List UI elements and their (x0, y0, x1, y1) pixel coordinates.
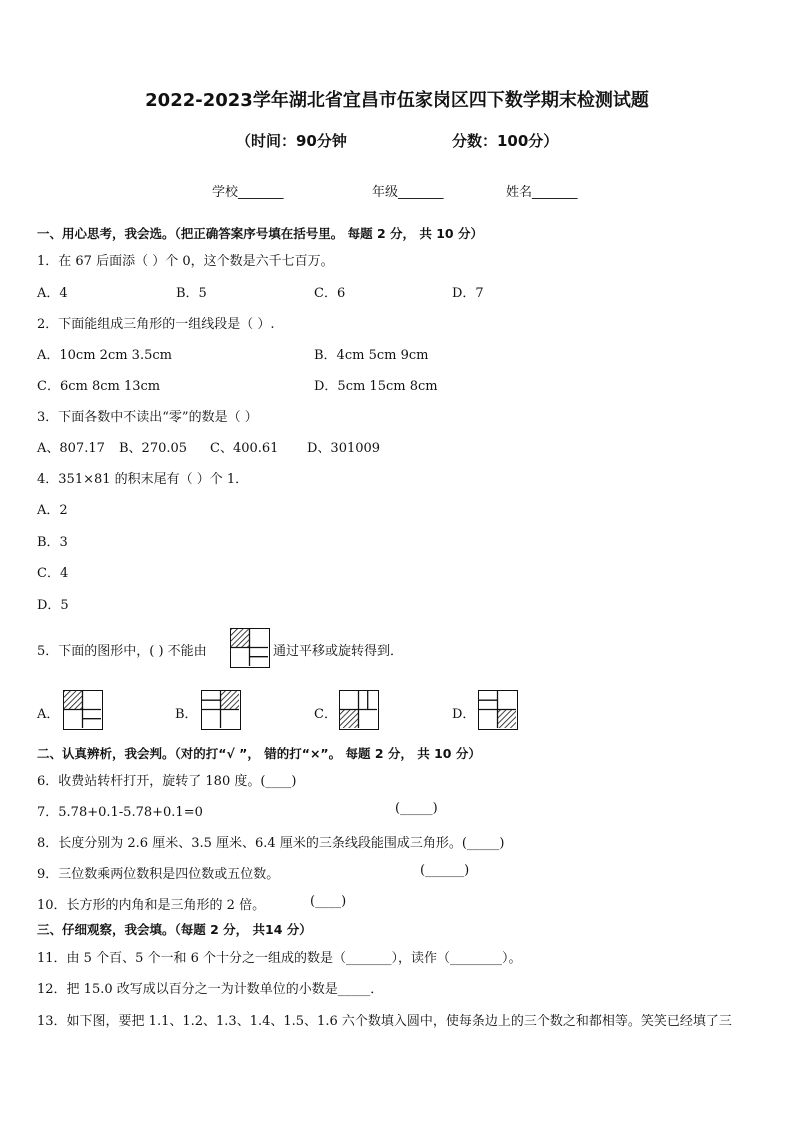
q2-option-a: A．10cm 2cm 3.5cm (37, 348, 172, 363)
question-10: 10．长方形的内角和是三角形的 2 倍。 (37, 898, 266, 913)
question-10-blank[interactable]: (____) (310, 894, 347, 909)
question-2: 2．下面能组成三角形的一组线段是（ ）. (37, 317, 275, 332)
q2-option-d: D．5cm 15cm 8cm (314, 379, 438, 394)
q3-option-a: A、807.17 (37, 441, 105, 456)
q5-option-b-figure (201, 690, 241, 730)
q5-option-c-label: C． (314, 707, 337, 722)
q5-option-d-figure (478, 690, 518, 730)
exam-time: （时间：90分钟 (236, 132, 347, 150)
q4-option-c: C．4 (37, 566, 69, 581)
section-1-heading: 一、用心思考，我会选。（把正确答案序号填在括号里。 每题 2 分， 共 10 分） (37, 226, 483, 241)
q1-option-b: B．5 (176, 286, 207, 301)
school-field[interactable]: 学校_______ (212, 185, 284, 200)
q4-option-b: B．3 (37, 535, 68, 550)
q5-option-c-figure (339, 690, 379, 730)
q5-option-a-figure (63, 690, 103, 730)
question-9-blank[interactable]: (______) (420, 863, 470, 878)
q3-option-c: C、400.61 (210, 441, 279, 456)
section-2-heading: 二、认真辨析，我会判。（对的打“√ ”， 错的打“×”。 每题 2 分， 共 10 分） (37, 746, 481, 761)
question-3: 3．下面各数中不读出“零”的数是（ ） (37, 410, 258, 425)
q1-option-d: D．7 (452, 286, 484, 301)
question-1: 1．在 67 后面添（ ）个 0，这个数是六千七百万。 (37, 254, 334, 269)
question-13: 13．如下图，要把 1.1、1.2、1.3、1.4、1.5、1.6 六个数填入圆中，使每条边上的三个数之和都相等。笑笑已经填了三 (37, 1014, 732, 1029)
grade-field[interactable]: 年级_______ (372, 185, 444, 200)
q2-option-c: C．6cm 8cm 13cm (37, 379, 161, 394)
question-5-tail: 通过平移或旋转得到． (273, 644, 404, 659)
exam-score: 分数：100分） (452, 132, 559, 150)
page-title: 2022-2023学年湖北省宜昌市伍家岗区四下数学期末检测试题 (145, 90, 649, 111)
section-3-heading: 三、仔细观察，我会填。（每题 2 分， 共14 分） (37, 922, 312, 937)
question-5-lead: 5．下面的图形中，( ) 不能由 (37, 644, 207, 659)
name-field[interactable]: 姓名_______ (506, 185, 578, 200)
question-8: 8．长度分别为 2.6 厘米、3.5 厘米、6.4 厘米的三条线段能围成三角形。(_____) (37, 836, 505, 851)
q4-option-a: A．2 (37, 503, 68, 518)
question-7-blank[interactable]: (_____) (395, 801, 438, 816)
question-7: 7．5.78+0.1-5.78+0.1=0 (37, 805, 203, 820)
q3-option-d: D、301009 (307, 441, 381, 456)
q5-option-a-label: A． (37, 707, 60, 722)
question-11: 11．由 5 个百、5 个一和 6 个十分之一组成的数是（_______），读作（________）。 (37, 951, 522, 966)
q1-option-c: C．6 (314, 286, 346, 301)
question-9: 9．三位数乘两位数积是四位数或五位数。 (37, 867, 280, 882)
q2-option-b: B．4cm 5cm 9cm (314, 348, 429, 363)
q1-option-a: A．4 (37, 286, 68, 301)
question-6: 6．收费站转杆打开，旋转了 180 度。(____) (37, 774, 297, 789)
q5-option-d-label: D． (452, 707, 476, 722)
q3-option-b: B、270.05 (119, 441, 188, 456)
q4-option-d: D．5 (37, 598, 69, 613)
question-12: 12．把 15.0 改写成以百分之一为计数单位的小数是_____． (37, 982, 384, 997)
q5-option-b-label: B． (175, 707, 198, 722)
q5-reference-figure (230, 628, 270, 668)
question-4: 4．351×81 的积末尾有（ ）个 1． (37, 472, 249, 487)
